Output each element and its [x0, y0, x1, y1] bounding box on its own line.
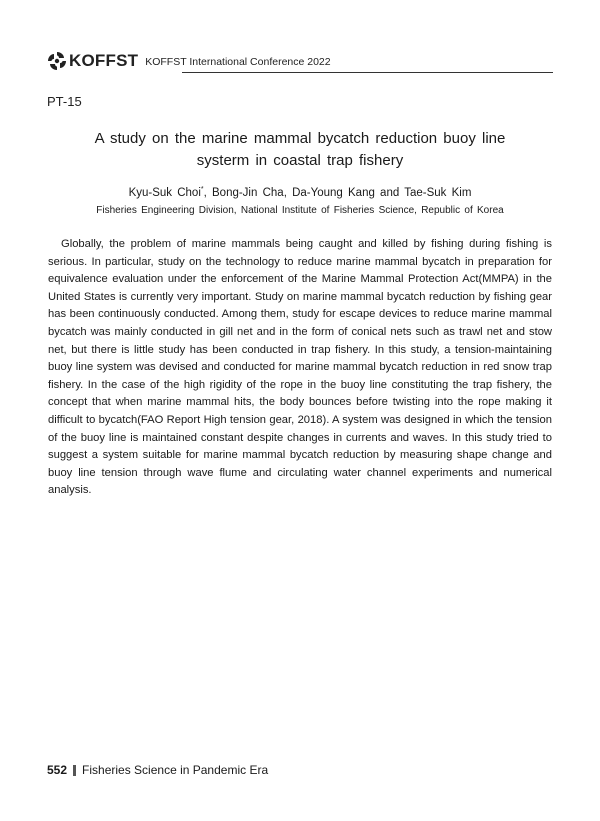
- author-list: [60, 186, 540, 199]
- logo-wordmark: KOFFST: [69, 51, 139, 70]
- author-name: Tae-Suk Kim: [404, 187, 472, 199]
- author-separator: ,: [203, 187, 212, 199]
- author-name: Da-Young Kang: [292, 187, 375, 199]
- header-rule: [182, 72, 553, 73]
- book-title: Fisheries Science in Pandemic Era: [82, 763, 269, 777]
- vertical-bar-icon: [73, 765, 76, 776]
- paper-title-line-1: A study on the marine mammal bycatch reduction buoy line: [94, 130, 506, 147]
- koffst-swirl-logo-icon: [47, 51, 67, 71]
- author-name: Kyu-Suk Choi: [128, 187, 201, 199]
- page-footer: [47, 763, 268, 777]
- author-separator: and: [374, 187, 405, 199]
- paper-code: PT-15: [47, 94, 82, 109]
- corresponding-author-mark: *: [200, 186, 204, 193]
- author-name: Bong-Jin Cha: [212, 187, 284, 199]
- author-affiliation: Fisheries Engineering Division, National Institute of Fisheries Science, Republic of Korea: [96, 205, 504, 216]
- conference-title: KOFFST International Conference 2022: [145, 56, 331, 68]
- paper-title: [60, 128, 540, 172]
- page-number: 552: [47, 763, 68, 777]
- koffst-logo: [47, 51, 138, 71]
- author-separator: ,: [283, 187, 293, 199]
- page-header: [47, 50, 553, 72]
- paper-title-line-2: systerm in coastal trap fishery: [196, 152, 404, 169]
- abstract-text: Globally, the problem of marine mammals being caught and killed by fishing during fishing is serious. In particular, study on the technology to reduce marine mammal bycatch in preparation for equivalence evaluation under the enforcement of the Marine Mammal Protection Act(MMPA) in the United States is currently very important. Study on marine mammal bycatch reduction by fishing gear has been continuously conducted. Among them, study for escape devices to reduce marine mammal bycatch was mainly conducted in gill net and in the form of conical nets such as trawl net and stow net, but there is little study has been conducted in trap fishery. In this study, a tension-maintaining buoy line system was devised and conducted for marine mammal bycatch reduction in red snow trap fishery. In the case of the high rigidity of the rope in the buoy line constituting the trap fishery, the concept that when marine mammal hits, the body bounces before twisting into the rope making it difficult to bycatch(FAO Report High tension gear, 2018). A system was designed in which the tension of the buoy line is maintained constant despite changes in currents and waves. In this study tried to suggest a system suitable for marine mammal bycatch reduction by measuring shape change and buoy line tension through wave flume and circulating water channel experiments and numerical analysis.: [48, 238, 552, 497]
